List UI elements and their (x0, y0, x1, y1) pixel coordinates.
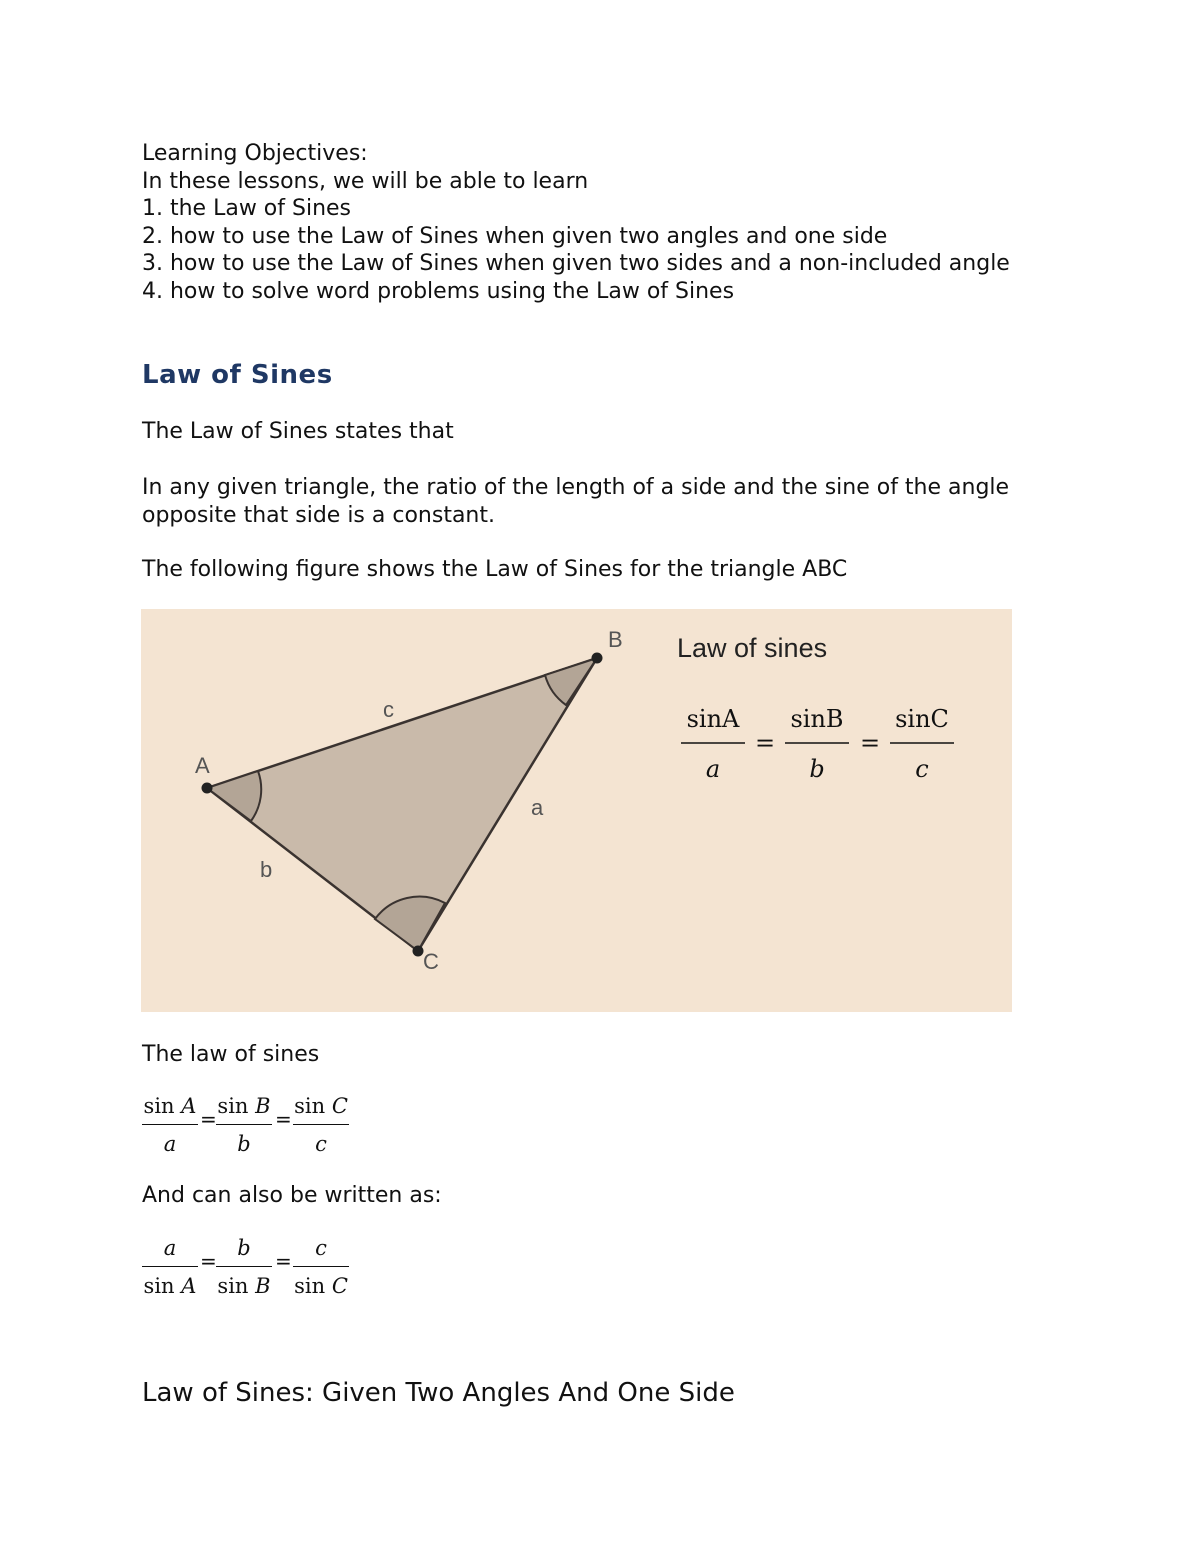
side-a-symbol: a (163, 1236, 177, 1260)
sin-text: sin (294, 1094, 326, 1118)
figure-equals-1: = (754, 729, 776, 757)
objective-item: 1. the Law of Sines (142, 196, 352, 221)
vertex-a-label: A (195, 753, 210, 778)
angle-c-symbol: C (331, 1094, 348, 1118)
angle-b-symbol: B (255, 1094, 271, 1118)
objective-item: 3. how to use the Law of Sines when given two sides and a non-included angle (142, 251, 1010, 276)
fraction-bar (142, 1124, 198, 1125)
vertex-a-point (202, 783, 213, 794)
side-c-symbol: c (315, 1236, 327, 1260)
law-of-sines-reciprocal-formula (142, 1233, 362, 1303)
figure-equals-2: = (859, 729, 881, 757)
sin-text: sin (143, 1094, 175, 1118)
side-c-symbol: c (315, 1132, 327, 1156)
paragraph-figure-caption: The following figure shows the Law of Sines for the triangle ABC (142, 557, 848, 582)
law-of-sines-figure (141, 609, 1012, 1012)
paragraph-law-definition: In any given triangle, the ratio of the length of a side and the sine of the angle opposite that side is a constant. (142, 475, 1010, 528)
fraction-bar (216, 1124, 272, 1125)
fraction-c-over-sin-c (293, 1233, 349, 1302)
learning-objectives (142, 140, 1022, 305)
equals-sign: = (275, 1249, 292, 1273)
paragraph-statement-intro: The Law of Sines states that (142, 419, 454, 444)
angle-b-symbol: B (255, 1274, 271, 1298)
angle-a-arc (207, 771, 261, 821)
objectives-heading: Learning Objectives: (142, 141, 368, 166)
side-b-label: b (260, 857, 273, 882)
figure-frac3-num: sinC (895, 705, 949, 733)
angle-a-symbol: A (181, 1274, 197, 1298)
formula-label-2: And can also be written as: (142, 1183, 442, 1208)
sin-text: sin (143, 1274, 175, 1298)
section-title: Law of Sines (142, 360, 333, 390)
objective-item: 2. how to use the Law of Sines when given two angles and one side (142, 223, 888, 249)
side-a-label: a (531, 795, 544, 820)
sin-text: sin (217, 1274, 249, 1298)
side-b-symbol: b (237, 1236, 251, 1260)
figure-frac1-den: a (705, 755, 721, 783)
figure-frac1-num: sinA (686, 705, 740, 733)
vertex-b-point (592, 653, 603, 664)
vertex-b-label: B (608, 627, 623, 652)
equals-sign: = (275, 1107, 292, 1131)
equals-sign: = (200, 1107, 217, 1131)
vertex-c-label: C (423, 949, 439, 974)
fraction-bar (293, 1124, 349, 1125)
triangle-diagram (141, 609, 1012, 1012)
objectives-intro: In these lessons, we will be able to learn (142, 168, 589, 194)
fraction-a-over-sin-a (142, 1233, 198, 1302)
figure-title: Law of sines (677, 633, 828, 663)
vertex-c-point (413, 946, 424, 957)
figure-frac3-den: c (915, 755, 929, 783)
next-section-heading: Law of Sines: Given Two Angles And One Side (142, 1378, 735, 1408)
angle-c-symbol: C (331, 1274, 348, 1298)
formula-label-1: The law of sines (142, 1042, 320, 1067)
side-a-symbol: a (163, 1132, 177, 1156)
figure-frac2-den: b (809, 755, 825, 783)
side-b-symbol: b (237, 1132, 251, 1156)
fraction-bar (293, 1266, 349, 1267)
law-of-sines-formula (142, 1091, 362, 1161)
fraction-sin-c-over-c (293, 1091, 349, 1160)
fraction-sin-a-over-a (142, 1091, 198, 1160)
fraction-b-over-sin-b (216, 1233, 272, 1302)
angle-a-symbol: A (181, 1094, 197, 1118)
sin-text: sin (294, 1274, 326, 1298)
side-c-label: c (383, 697, 394, 722)
fraction-sin-b-over-b (216, 1091, 272, 1160)
objective-item: 4. how to solve word problems using the Law of Sines (142, 278, 735, 304)
equals-sign: = (200, 1249, 217, 1273)
sin-text: sin (217, 1094, 249, 1118)
figure-frac2-num: sinB (790, 705, 844, 733)
fraction-bar (216, 1266, 272, 1267)
fraction-bar (142, 1266, 198, 1267)
